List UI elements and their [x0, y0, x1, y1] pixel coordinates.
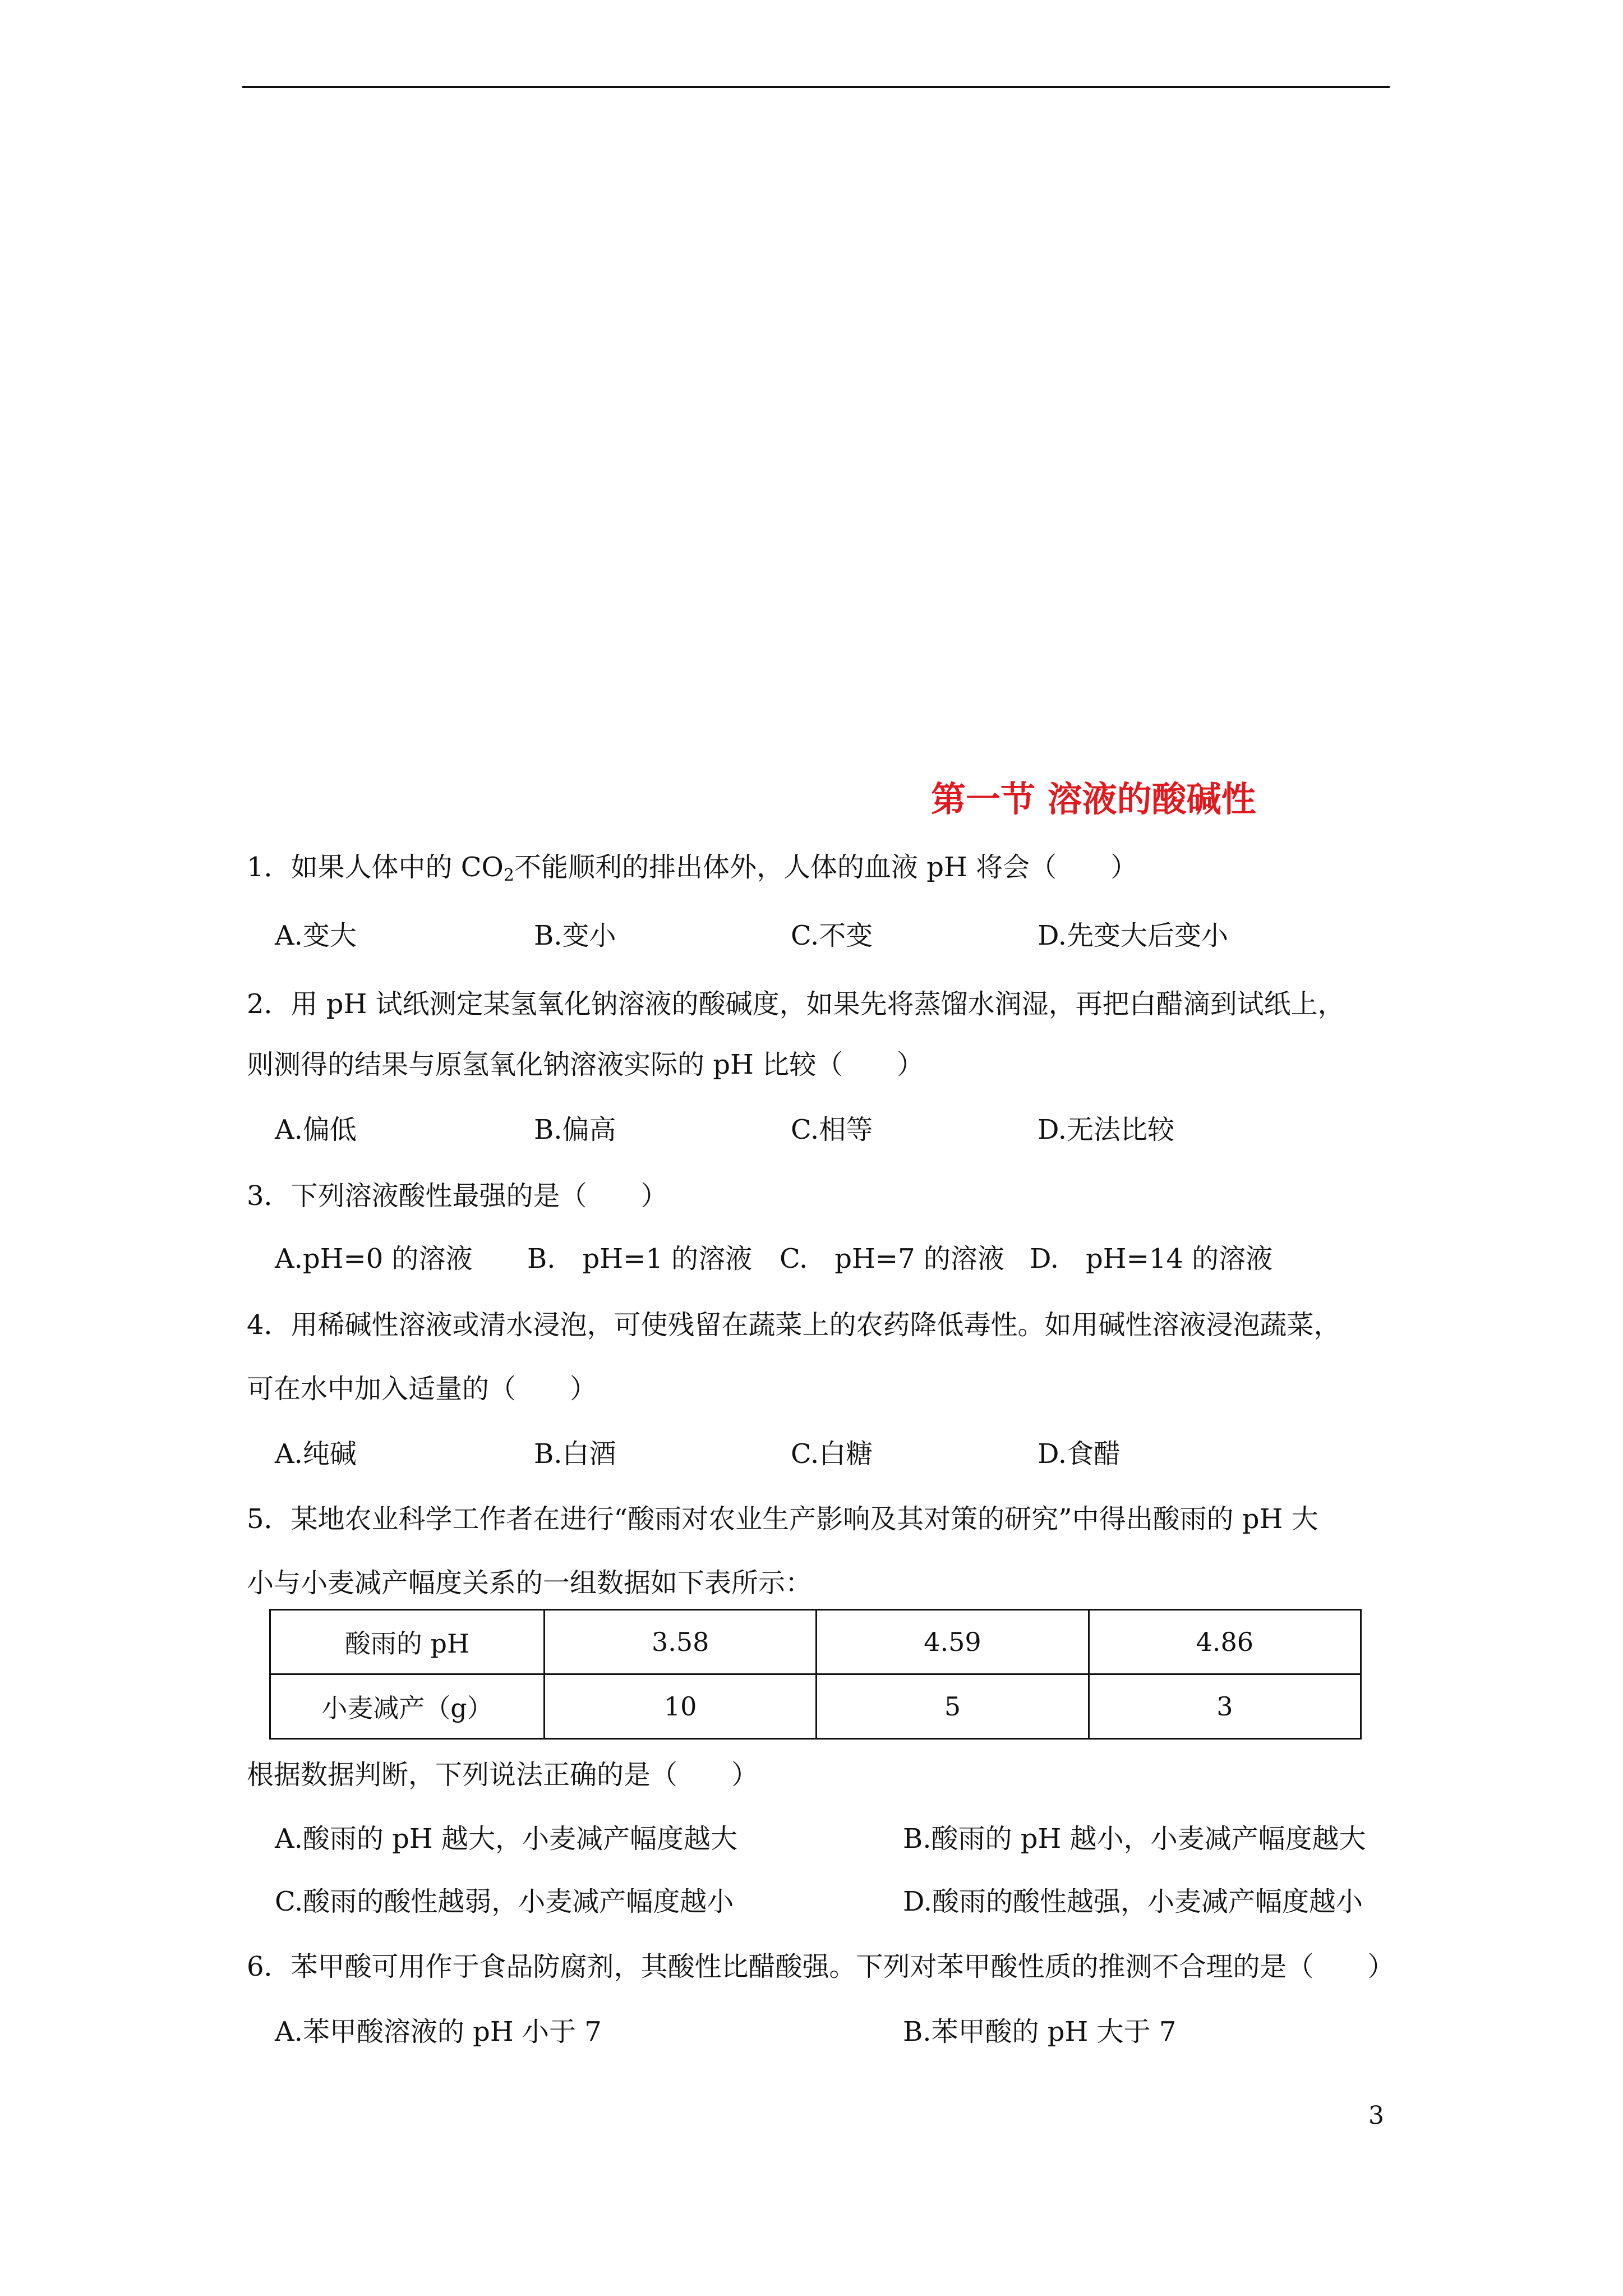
- table-cell: 3.58: [545, 1610, 817, 1674]
- ph-yield-table: [269, 1609, 1362, 1740]
- q5-option-c: C.酸雨的酸性越弱，小麦减产幅度越小: [275, 1886, 734, 1917]
- table-row: [270, 1674, 1361, 1739]
- q4-option-a: A.纯碱: [275, 1438, 357, 1470]
- table-cell: 4.86: [1089, 1610, 1361, 1674]
- table-cell: 5: [817, 1674, 1089, 1739]
- q1-option-a: A.变大: [275, 920, 357, 951]
- question-5-prompt: 根据数据判断，下列说法正确的是（ ）: [247, 1759, 759, 1791]
- table-cell: 10: [545, 1674, 817, 1739]
- q6-option-a: A.苯甲酸溶液的 pH 小于 7: [275, 2016, 602, 2047]
- page-title: 第一节 溶液的酸碱性: [931, 779, 1256, 820]
- question-5-stem-line2: 小与小麦减产幅度关系的一组数据如下表所示：: [247, 1567, 813, 1599]
- q2-option-a: A.偏低: [275, 1114, 357, 1145]
- question-6-stem: 6．苯甲酸可用作于食品防腐剂，其酸性比醋酸强。下列对苯甲酸性质的推测不合理的是（ ）: [247, 1951, 1395, 1982]
- question-5-stem-line1: 5．某地农业科学工作者在进行“酸雨对农业生产影响及其对策的研究”中得出酸雨的 pH 大: [247, 1503, 1318, 1535]
- q2-option-d: D.无法比较: [1038, 1114, 1175, 1145]
- q4-option-b: B.白酒: [534, 1438, 616, 1470]
- question-4-stem-line2: 可在水中加入适量的（ ）: [247, 1373, 597, 1405]
- q5-option-a: A.酸雨的 pH 越大，小麦减产幅度越大: [275, 1823, 738, 1855]
- question-1-stem: 1．如果人体中的 $CO_2$不能顺利的排出体外，人体的血液 pH 将会（ ）: [247, 852, 1138, 885]
- table-cell: 酸雨的 pH: [270, 1610, 545, 1674]
- q1-option-b: B.变小: [534, 920, 616, 951]
- q3-option-d: D. pH=14 的溶液: [1030, 1243, 1273, 1274]
- table-cell: 小麦减产（g）: [270, 1674, 545, 1739]
- header-rule: [242, 86, 1390, 88]
- page-number: 3: [1368, 2101, 1384, 2130]
- question-2-stem-line2: 则测得的结果与原氢氧化钠溶液实际的 pH 比较（ ）: [247, 1049, 924, 1080]
- q5-option-d: D.酸雨的酸性越强，小麦减产幅度越小: [903, 1886, 1363, 1917]
- question-2-stem-line1: 2．用 pH 试纸测定某氢氧化钠溶液的酸碱度，如果先将蒸馏水润湿，再把白醋滴到试纸上，: [247, 988, 1345, 1020]
- table-cell: 3: [1089, 1674, 1361, 1739]
- q4-option-c: C.白糖: [791, 1438, 873, 1470]
- question-4-stem-line1: 4．用稀碱性溶液或清水浸泡，可使残留在蔬菜上的农药降低毒性。如用碱性溶液浸泡蔬菜，: [247, 1309, 1341, 1341]
- q6-option-b: B.苯甲酸的 pH 大于 7: [903, 2016, 1177, 2047]
- q4-option-d: D.食醋: [1038, 1438, 1121, 1470]
- q2-option-c: C.相等: [791, 1114, 873, 1145]
- q3-option-b: B. pH=1 的溶液: [527, 1243, 753, 1274]
- q5-option-b: B.酸雨的 pH 越小，小麦减产幅度越大: [903, 1823, 1366, 1855]
- q2-option-b: B.偏高: [534, 1114, 616, 1145]
- table-cell: 4.59: [817, 1610, 1089, 1674]
- q3-option-a: A.pH=0 的溶液: [275, 1243, 473, 1274]
- q1-option-c: C.不变: [791, 920, 873, 951]
- q1-option-d: D.先变大后变小: [1038, 920, 1229, 951]
- q3-option-c: C. pH=7 的溶液: [780, 1243, 1004, 1274]
- table-row: [270, 1610, 1361, 1674]
- question-3-stem: 3．下列溶液酸性最强的是（ ）: [247, 1180, 668, 1212]
